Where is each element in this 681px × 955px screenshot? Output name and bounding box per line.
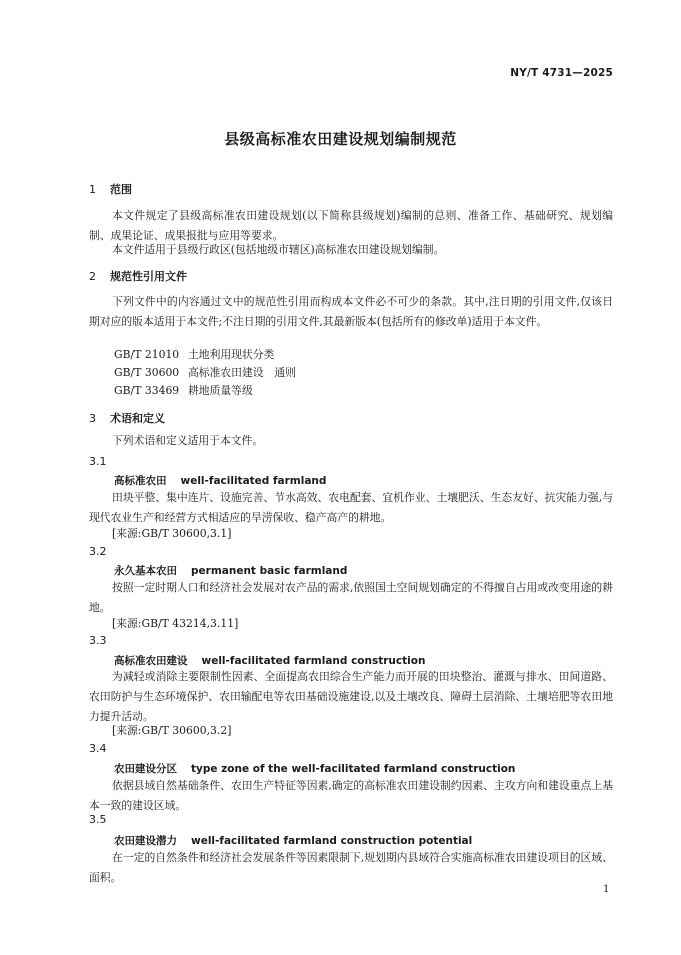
reference-item: [114, 365, 296, 380]
section-2-paragraph: 下列文件中的内容通过文中的规范性引用而构成本文件必不可少的条款。其中,注日期的引用文件,仅该日期对应的版本适用于本文件;不注日期的引用文件,其最新版本(包括所有的修改单)适用于本文件。: [89, 295, 613, 328]
term-en: type zone of the well-facilitated farmland construction: [191, 763, 516, 775]
term-number: 3.3: [89, 634, 107, 647]
reference-code: GB/T 21010: [114, 348, 180, 361]
section-3-intro: 下列术语和定义适用于本文件。: [112, 434, 264, 447]
term-definition: 为减轻或消除主要限制性因素、全面提高农田综合生产能力而开展的田块整治、灌溉与排水、田间道路、农田防护与生态环境保护、农田输配电等农田基础设施建设,以及土壤改良、障碍土层消除、土壤培肥等农田地力提升活动。: [89, 670, 613, 723]
section-number: 3: [89, 412, 96, 425]
term-heading: [114, 563, 347, 578]
section-number: 1: [89, 183, 96, 196]
term-cn: 农田建设分区: [114, 763, 177, 775]
reference-item: [114, 347, 274, 362]
reference-code: GB/T 33469: [114, 384, 180, 397]
page-title: 县级高标准农田建设规划编制规范: [224, 130, 457, 148]
term-definition: 依据县域自然基础条件、农田生产特征等因素,确定的高标准农田建设制约因素、主攻方向和建设重点上基本一致的建设区域。: [89, 779, 613, 812]
section-1-paragraph-2: 本文件适用于县级行政区(包括地级市辖区)高标准农田建设规划编制。: [112, 243, 445, 256]
term-cn: 高标准农田: [114, 475, 167, 487]
section-1-heading: [89, 181, 132, 197]
page-number: 1: [603, 884, 610, 895]
term-number: 3.1: [89, 455, 107, 468]
term-definition: 田块平整、集中连片、设施完善、节水高效、农电配套、宜机作业、土壤肥沃、生态友好、抗灾能力强,与现代农业生产和经营方式相适应的旱涝保收、稳产高产的耕地。: [89, 491, 613, 524]
term-number: 3.4: [89, 742, 107, 755]
term-en: well-facilitated farmland construction: [201, 655, 426, 667]
doc-code: NY/T 4731—2025: [510, 67, 613, 79]
term-source: [来源:GB/T 30600,3.1]: [112, 527, 232, 540]
term-number: 3.5: [89, 813, 107, 826]
term-en: well-facilitated farmland construction potential: [191, 835, 473, 847]
reference-code: GB/T 30600: [114, 366, 180, 379]
term-heading: [114, 833, 472, 848]
term-heading: [114, 653, 425, 668]
term-number: 3.2: [89, 545, 107, 558]
section-3-heading: [89, 410, 165, 426]
term-source: [来源:GB/T 30600,3.2]: [112, 724, 232, 737]
term-cn: 高标准农田建设: [114, 655, 188, 667]
reference-name: 高标准农田建设 通则: [188, 366, 296, 379]
term-en: permanent basic farmland: [191, 565, 348, 577]
section-2-heading: [89, 268, 187, 284]
section-number: 2: [89, 270, 96, 283]
reference-item: [114, 383, 253, 398]
term-definition: 按照一定时期人口和经济社会发展对农产品的需求,依照国土空间规划确定的不得擅自占用或改变用途的耕地。: [89, 581, 613, 614]
section-title: 术语和定义: [110, 412, 165, 425]
reference-name: 耕地质量等级: [188, 384, 253, 397]
term-en: well-facilitated farmland: [180, 475, 327, 487]
reference-name: 土地利用现状分类: [188, 348, 275, 361]
section-1-paragraph-1: 本文件规定了县级高标准农田建设规划(以下简称县级规划)编制的总则、准备工作、基础研究、规划编制、成果论证、成果报批与应用等要求。: [89, 209, 613, 242]
term-definition: 在一定的自然条件和经济社会发展条件等因素限制下,规划期内县域符合实施高标准农田建设项目的区域、面积。: [89, 851, 613, 884]
term-source: [来源:GB/T 43214,3.11]: [112, 617, 239, 630]
term-cn: 永久基本农田: [114, 565, 177, 577]
term-cn: 农田建设潜力: [114, 835, 177, 847]
term-heading: [114, 761, 515, 776]
section-title: 规范性引用文件: [110, 270, 187, 283]
section-title: 范围: [110, 183, 132, 196]
term-heading: [114, 473, 326, 488]
